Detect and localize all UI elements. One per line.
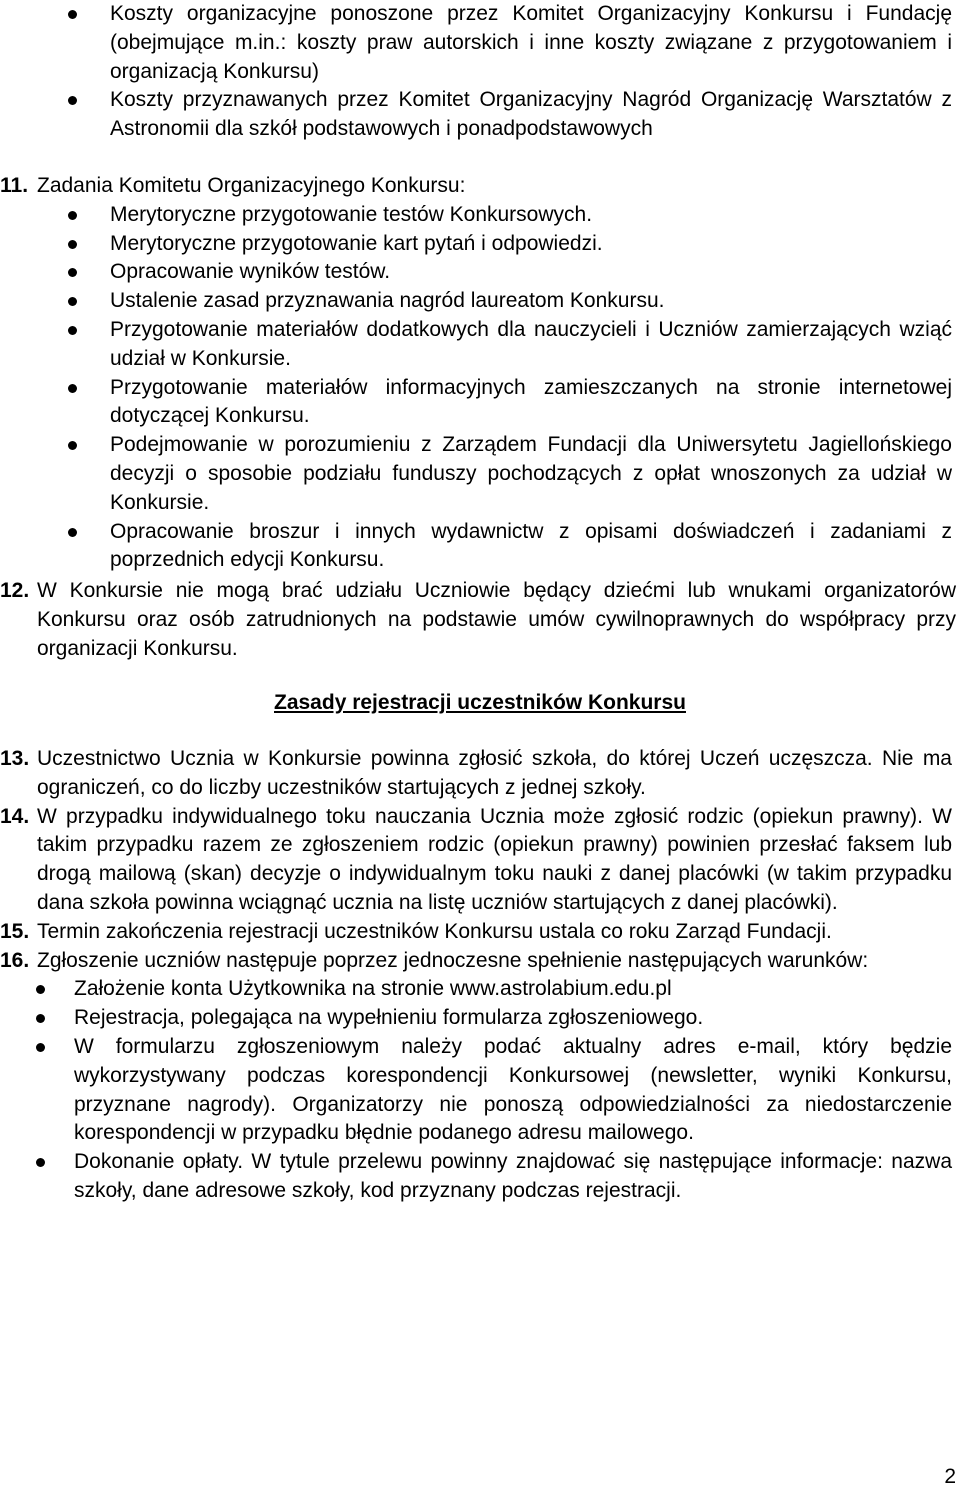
item-number: 16. — [0, 948, 30, 972]
item-text: Termin zakończenia rejestracji uczestników Konkursu ustala co roku Zarząd Fundacji. — [37, 919, 832, 943]
list-item: Przygotowanie materiałów dodatkowych dla nauczycieli i Uczniów zamierzających wziąć udział w Konkursie. — [0, 316, 956, 374]
item-number: 13. — [0, 747, 30, 770]
item-16 — [0, 947, 956, 976]
list-item: Opracowanie broszur i innych wydawnictw z opisami doświadczeń i zadaniami z poprzednich edycji Konkursu. — [0, 518, 956, 576]
item-number: 14. — [0, 804, 30, 828]
list-item: Przygotowanie materiałów informacyjnych zamieszczanych na stronie internetowej dotyczącej Konkursu. — [0, 374, 956, 432]
list-item: Podejmowanie w porozumieniu z Zarządem Fundacji dla Uniwersytetu Jagiellońskiego decyzji o sposobie podziału funduszy pochodzących z opłat wnoszonych za udział w Konkursie. — [0, 431, 956, 517]
list-item: Dokonanie opłaty. W tytule przelewu powinny znajdować się następujące informacje: nazwa szkoły, dane adresowe szkoły, kod przyznany podczas rejestracji. — [0, 1148, 956, 1206]
item-number: 12. — [0, 579, 30, 602]
registration-items — [0, 745, 956, 1206]
item-11-bullet-list — [0, 201, 956, 575]
list-item: Opracowanie wyników testów. — [0, 258, 956, 287]
page-number: 2 — [944, 1465, 956, 1488]
list-item: Koszty przyznawanych przez Komitet Organizacyjny Nagród Organizację Warsztatów z Astronomii dla szkół podstawowych i ponadpodstawowych — [0, 86, 956, 144]
section-title: Zasady rejestracji uczestników Konkursu — [274, 691, 686, 714]
list-item: W formularzu zgłoszeniowym należy podać aktualny adres e-mail, który będzie wykorzystywany podczas korespondencji Konkursowej (newsletter, wyniki Konkursu, przyznane nagrody). Organizatorzy nie ponoszą odpowiedzialności za niedostarczenie korespondencji w przypadku błędnie podanego adresu mailowego. — [0, 1033, 956, 1148]
item-number: 11. — [0, 174, 29, 197]
item-13 — [0, 745, 956, 803]
list-item: Rejestracja, polegająca na wypełnieniu formularza zgłoszeniowego. — [0, 1004, 956, 1033]
item-text: Zadania Komitetu Organizacyjnego Konkursu: — [37, 174, 466, 197]
item-12 — [0, 577, 960, 663]
list-item-text: Założenie konta Użytkownika na stronie www.astrolabium.edu.pl — [74, 977, 672, 1001]
list-item: Merytoryczne przygotowanie kart pytań i odpowiedzi. — [0, 230, 956, 259]
item-14 — [0, 803, 956, 918]
list-item: Merytoryczne przygotowanie testów Konkursowych. — [0, 201, 956, 230]
item-11 — [0, 172, 956, 575]
item-text: W przypadku indywidualnego toku nauczania Ucznia może zgłosić rodzic (opiekun prawny). W takim przypadku razem ze zgłoszeniem rodzic (opiekun prawny) powinien przesłać faksem lub drogą mailową (skan) decyzje o indywidualnym toku nauki z danej placówki (w takim przypadku dana szkoła powinna wciągnąć ucznia na listę uczniów startujących z danej placówki). — [37, 804, 952, 914]
item-15 — [0, 918, 956, 947]
item-number: 15. — [0, 919, 30, 943]
list-item: Ustalenie zasad przyznawania nagród laureatom Konkursu. — [0, 287, 956, 316]
item-text: W Konkursie nie mogą brać udziału Uczniowie będący dziećmi lub wnukami organizatorów Konkursu oraz osób zatrudnionych na podstawie umów cywilnoprawnych do współpracy przy organizacji Konkursu. — [37, 579, 956, 660]
list-item: Koszty organizacyjne ponoszone przez Komitet Organizacyjny Konkursu i Fundację (obejmujące m.in.: koszty praw autorskich i inne koszty związane z przygotowaniem i organizacją Konkursu) — [0, 0, 956, 86]
item-text: Zgłoszenie uczniów następuje poprzez jednoczesne spełnienie następujących warunków: — [37, 948, 869, 972]
item-16-bullet-list — [0, 975, 956, 1205]
list-item — [0, 975, 956, 1004]
item-text: Uczestnictwo Ucznia w Konkursie powinna zgłosić szkoła, do której Uczeń uczęszcza. Nie ma ograniczeń, co do liczby uczestników startujących z jednej szkoły. — [37, 747, 952, 799]
top-bullet-list — [0, 0, 956, 144]
